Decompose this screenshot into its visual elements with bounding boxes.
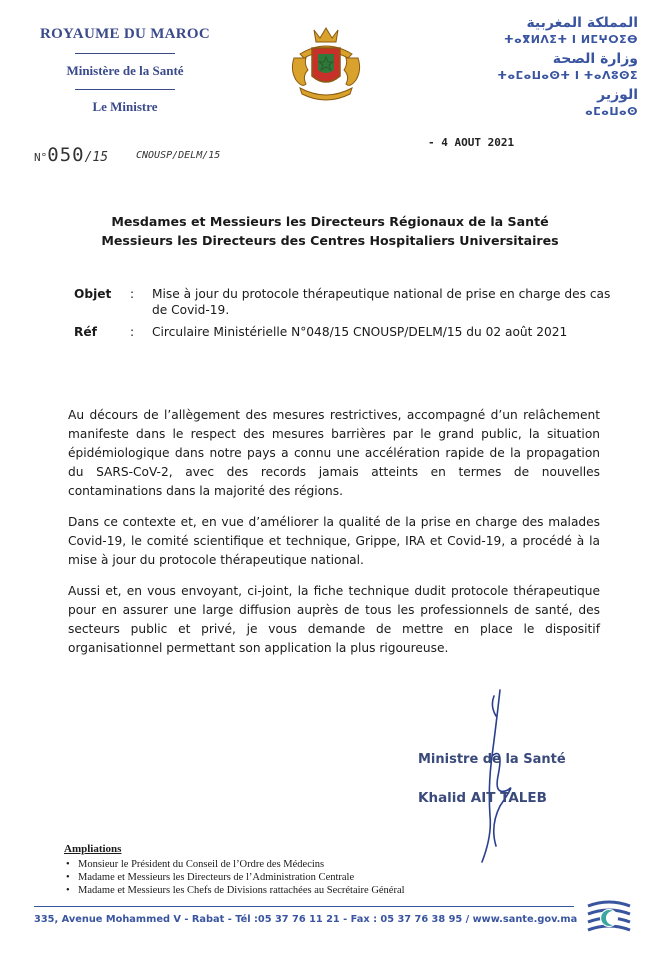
moroccan-coat-of-arms-icon <box>284 24 368 108</box>
addressees <box>40 212 620 250</box>
footer-address: 335, Avenue Mohammed V - Rabat - Tél :05 37 76 11 21 - Fax : 05 37 76 38 95 / www.sante.gov.ma <box>34 914 578 925</box>
reference-number <box>34 144 108 166</box>
reference-label: Réf <box>74 325 97 339</box>
kingdom-title-tifinagh: ⵜⴰⴳⵍⴷⵉⵜ ⵏ ⵍⵎⵖⵔⵉⴱ <box>503 33 638 46</box>
body-paragraph: Dans ce contexte et, en vue d’améliorer la qualité de la prise en charge des malades Covid-19, le comité scientifique et technique, Grippe, IRA et Covid-19, a procédé à la mise à jour du protocole thérapeutique national. <box>68 515 600 567</box>
list-item: • Madame et Messieurs les Directeurs de l’Administration Centrale <box>78 871 544 884</box>
date-stamp: - 4 AOUT 2021 <box>428 136 515 149</box>
kingdom-title: ROYAUME DU MAROC <box>39 26 211 42</box>
body-paragraph: Au décours de l’allègement des mesures restrictives, accompagné d’un relâchement manifeste dans le respect des mesures barrières par le grand public, la situation épidémiologique dans notre pays a connu une accélération rapide de la propagation du SARS-CoV-2, avec des records jamais atteints en termes de nouvelles contaminations dans la majorité des régions. <box>68 408 600 498</box>
letterhead-right <box>438 14 638 119</box>
subject-text: Mise à jour du protocole thérapeutique national de prise en charge des cas de Covid-19. <box>152 287 611 317</box>
letter-body <box>68 406 600 670</box>
ampliations-list <box>64 858 544 897</box>
subject-label: Objet <box>74 287 112 301</box>
reference-line <box>34 136 634 170</box>
colon: : <box>130 325 135 339</box>
list-item: • Monsieur le Président du Conseil de l’Ordre des Médecins <box>78 858 544 871</box>
header-divider <box>75 89 175 90</box>
ministry-title: Ministère de la Santé <box>66 63 184 78</box>
ministry-title-arabic: وزارة الصحة <box>552 51 638 67</box>
reference-number-value: 050 <box>47 144 85 166</box>
list-item: • Madame et Messieurs les Chefs de Divisions rattachées au Secrétaire Général <box>78 884 544 897</box>
body-paragraph: Aussi et, en vous envoyant, ci-joint, la fiche technique dudit protocole thérapeutique pour en assurer une large diffusion auprès de tous les professionnels de santé, des secteurs public et privé, je vous demande de mettre en place le dispositif organisationnel permettant son application la plus rigoureuse. <box>68 584 600 655</box>
subject-row <box>74 286 614 318</box>
kingdom-title-arabic: المملكة المغربية <box>526 15 638 31</box>
reference-number-label: N° <box>34 151 48 164</box>
minister-title-arabic: الوزير <box>597 87 638 103</box>
subject-block <box>74 286 614 346</box>
signatory-name: Khalid AIT TALEB <box>418 790 547 806</box>
ampliations <box>64 843 544 897</box>
addressee-line: Messieurs les Directeurs des Centres Hospitaliers Universitaires <box>101 233 559 248</box>
ministry-of-health-logo-icon <box>584 896 634 944</box>
ampliations-heading: Ampliations <box>64 843 122 855</box>
footer-divider <box>34 906 574 907</box>
ministry-title-tifinagh: ⵜⴰⵎⴰⵡⴰⵙⵜ ⵏ ⵜⴰⴷⵓⵙⵉ <box>497 69 638 82</box>
reference-row <box>74 324 614 340</box>
letterhead-left <box>20 26 230 115</box>
signatory-title: Ministre de la Santé <box>418 752 566 767</box>
colon: : <box>130 287 135 301</box>
minister-title: Le Ministre <box>92 99 158 114</box>
reference-text: Circulaire Ministérielle N°048/15 CNOUSP/DELM/15 du 02 août 2021 <box>152 325 568 339</box>
minister-title-tifinagh: ⴰⵎⴰⵡⴰⵙ <box>585 105 638 118</box>
reference-number-suffix: /15 <box>84 150 109 165</box>
addressee-line: Mesdames et Messieurs les Directeurs Régionaux de la Santé <box>111 214 549 229</box>
header-divider <box>75 53 175 54</box>
reference-code: CNOUSP/DELM/15 <box>136 150 221 161</box>
